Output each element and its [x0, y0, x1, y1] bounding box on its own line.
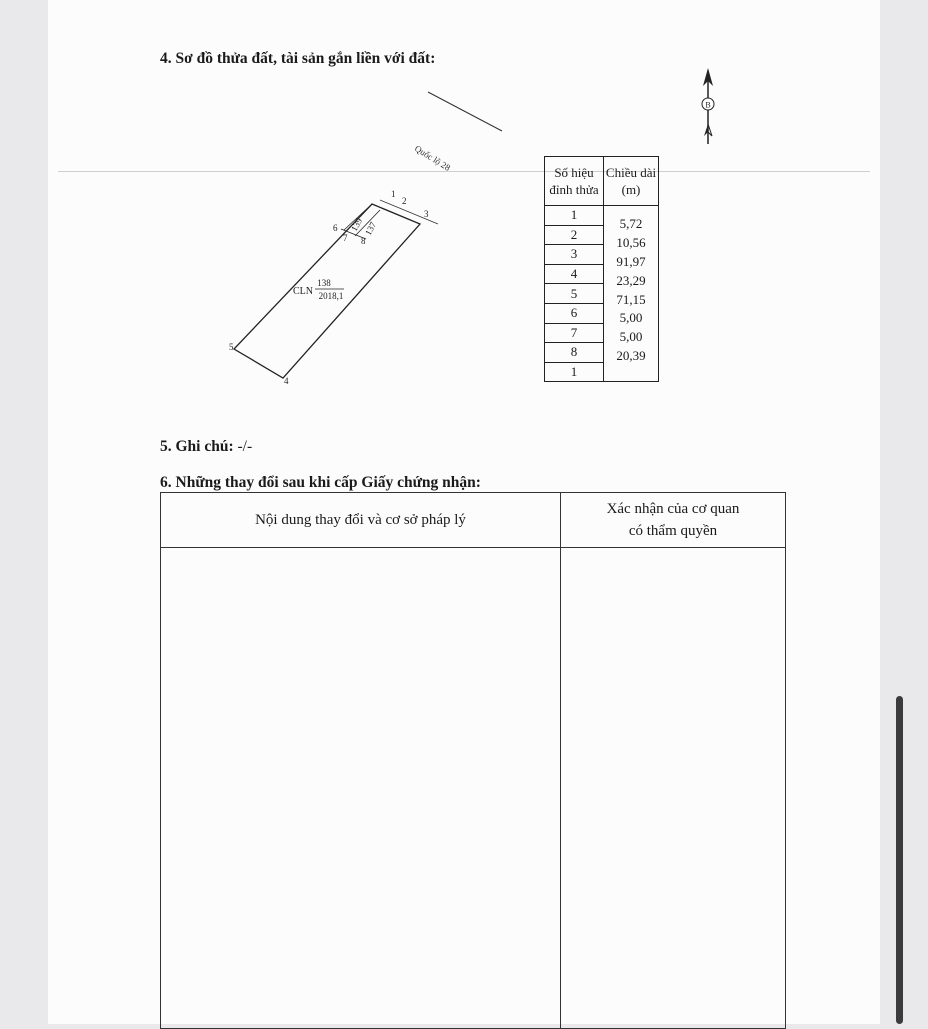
changes-table	[160, 492, 786, 1029]
vertex-header: Số hiệu đỉnh thửa	[545, 157, 604, 206]
section-4-title: 4. Sơ đồ thửa đất, tài sản gắn liền với đất:	[160, 50, 436, 67]
changes-content-header: Nội dung thay đổi và cơ sở pháp lý	[161, 493, 561, 548]
vertex-label-1: 1	[391, 189, 396, 199]
length-cell: 5,00	[619, 329, 643, 344]
vertex-cell: 6	[545, 303, 604, 323]
length-cell: 20,39	[616, 348, 646, 363]
vertex-cell: 5	[545, 284, 604, 304]
vertex-cell: 2	[545, 225, 604, 245]
section-5-label: 5. Ghi chú:	[160, 438, 234, 455]
length-cell: 91,97	[616, 254, 646, 269]
authority-confirmation-cell	[561, 548, 786, 1029]
vertex-cell: 1	[545, 362, 604, 382]
section-6-title: 6. Những thay đổi sau khi cấp Giấy chứng nhận:	[160, 474, 481, 491]
vertex-length-table	[544, 156, 659, 382]
parcel-area: 2018,1	[318, 291, 344, 301]
authority-header-line1: Xác nhận của cơ quan	[606, 501, 740, 517]
vertex-cell: 4	[545, 264, 604, 284]
changes-content-cell	[161, 548, 561, 1029]
section-5-value: -/-	[237, 438, 253, 455]
road-label: Quốc lộ 28	[412, 143, 453, 173]
length-cell: 71,15	[616, 292, 646, 307]
vertex-label-8: 8	[361, 236, 366, 246]
parcel-number: 138	[317, 278, 331, 288]
length-header: Chiều dài (m)	[604, 157, 659, 206]
vertex-label-6: 6	[333, 223, 338, 233]
vertex-cell: 3	[545, 245, 604, 265]
vertex-label-2: 2	[402, 196, 407, 206]
section-5-title	[160, 438, 252, 456]
vertex-label-3: 3	[424, 209, 429, 219]
land-type-label: CLN	[293, 286, 313, 297]
vertex-label-4: 4	[284, 376, 289, 386]
neighbor-parcel-137: 137	[362, 220, 379, 237]
length-cell: 23,29	[616, 273, 646, 288]
authority-confirmation-header	[561, 493, 786, 548]
length-cell: 5,72	[619, 216, 643, 231]
length-cell: 10,56	[616, 235, 646, 250]
neighbor-parcel-139: 139	[348, 216, 365, 233]
vertex-label-7: 7	[343, 233, 348, 243]
vertex-cell: 8	[545, 343, 604, 363]
north-arrow-icon	[696, 66, 720, 146]
length-cell: 5,00	[619, 310, 643, 325]
parcel-map	[220, 80, 520, 400]
vertex-cell: 7	[545, 323, 604, 343]
vertex-cell: 1	[545, 206, 604, 226]
lengths-column	[604, 206, 659, 382]
vertex-label-5: 5	[229, 342, 234, 352]
scrollbar[interactable]	[896, 696, 903, 1024]
authority-header-line2: có thẩm quyền	[628, 523, 718, 539]
compass-label: B	[705, 100, 711, 110]
